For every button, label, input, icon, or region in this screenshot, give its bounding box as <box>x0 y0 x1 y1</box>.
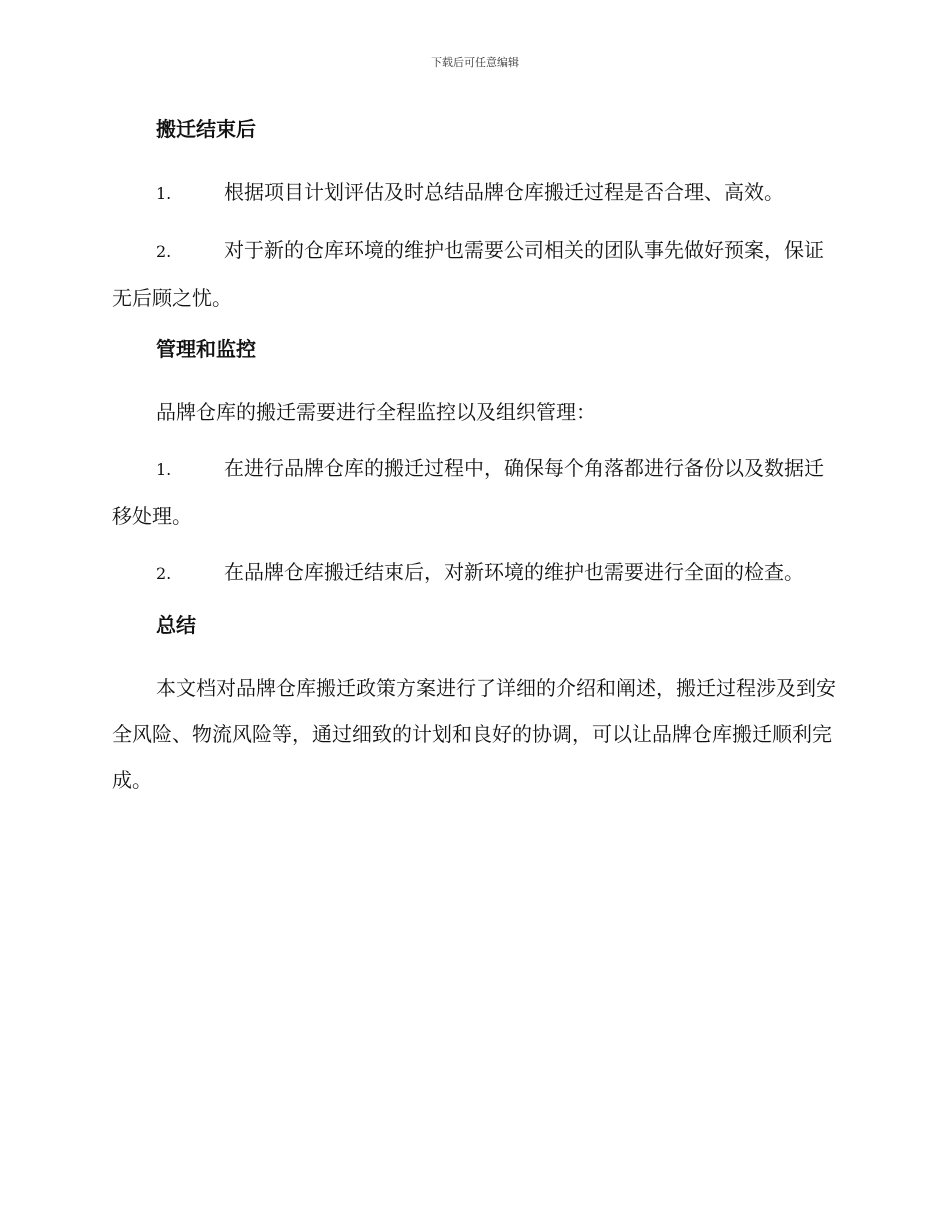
section-heading-summary: 总结 <box>156 613 196 637</box>
section-heading-after-relocation: 搬迁结束后 <box>156 117 256 141</box>
list-number: 1. <box>156 184 172 203</box>
list-number: 2. <box>156 242 172 261</box>
page-header: 下载后可任意编辑 <box>431 56 519 69</box>
list-item <box>112 227 837 321</box>
list-number: 1. <box>156 460 172 479</box>
list-item-text: 根据项目计划评估及时总结品牌仓库搬迁过程是否合理、高效。 <box>224 180 784 204</box>
list-number: 2. <box>156 564 172 583</box>
section-heading-management: 管理和监控 <box>156 337 256 361</box>
list-item-text: 对于新的仓库环境的维护也需要公司相关的团队事先做好预案，保证无后顾之忧。 <box>112 238 824 310</box>
list-item <box>112 169 837 217</box>
list-item-text: 在进行品牌仓库的搬迁过程中，确保每个角落都进行备份以及数据迁移处理。 <box>112 456 824 528</box>
list-item <box>112 445 837 539</box>
summary-paragraph: 本文档对品牌仓库搬迁政策方案进行了详细的介绍和阐述，搬迁过程涉及到安全风险、物流风险等，通过细致的计划和良好的协调，可以让品牌仓库搬迁顺利完成。 <box>112 676 836 792</box>
list-item <box>112 549 837 597</box>
list-item-text: 在品牌仓库搬迁结束后，对新环境的维护也需要进行全面的检查。 <box>224 560 804 584</box>
section-intro-paragraph: 品牌仓库的搬迁需要进行全程监控以及组织管理： <box>156 400 596 424</box>
document-body <box>112 111 837 813</box>
